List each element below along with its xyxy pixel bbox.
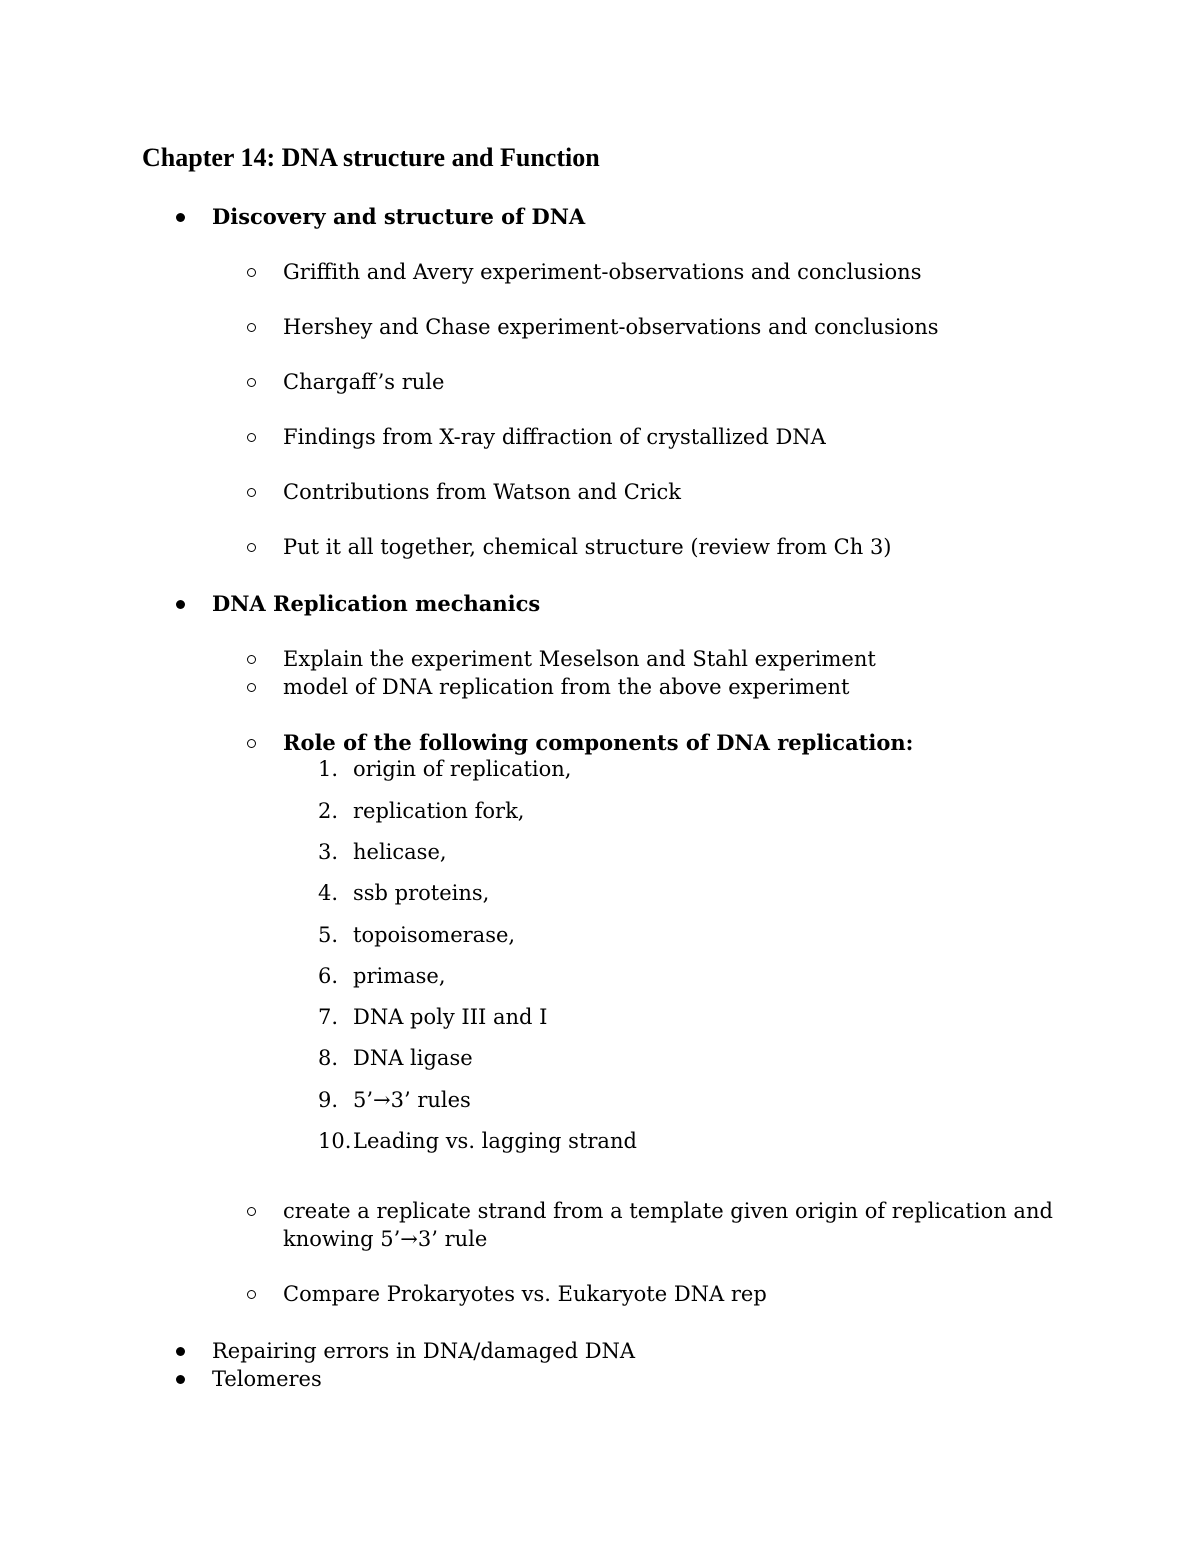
bullet-icon [176,213,185,222]
numbered-item-number: 8. [318,1046,339,1070]
section-heading-replication: DNA Replication mechanics [212,591,541,616]
list-item: Explain the experiment Meselson and Stahl experiment [283,647,876,671]
numbered-item: topoisomerase, [353,923,516,947]
list-item-components-heading: Role of the following components of DNA replication: [283,730,914,755]
bullet-icon [176,1347,185,1356]
numbered-item-number: 6. [318,964,339,988]
numbered-item: Leading vs. lagging strand [353,1129,637,1153]
list-item: Findings from X-ray diffraction of crystallized DNA [283,425,826,449]
circle-bullet-icon [247,543,256,552]
numbered-item: ssb proteins, [353,881,490,905]
bullet-icon [176,1375,185,1384]
numbered-item: DNA poly III and I [353,1005,548,1029]
circle-bullet-icon [247,739,256,748]
list-item: Put it all together, chemical structure (review from Ch 3) [283,535,892,559]
numbered-item: 5’→3’ rules [353,1088,471,1112]
circle-bullet-icon [247,1207,256,1216]
circle-bullet-icon [247,378,256,387]
list-item: Compare Prokaryotes vs. Eukaryote DNA rep [283,1282,767,1306]
list-item-continuation: knowing 5’→3’ rule [283,1227,488,1251]
bullet-icon [176,600,185,609]
numbered-item: helicase, [353,840,447,864]
circle-bullet-icon [247,323,256,332]
circle-bullet-icon [247,1290,256,1299]
numbered-item-number: 2. [318,799,339,823]
numbered-item: replication fork, [353,799,525,823]
circle-bullet-icon [247,488,256,497]
circle-bullet-icon [247,433,256,442]
numbered-item-number: 10. [318,1129,352,1153]
numbered-item: DNA ligase [353,1046,473,1070]
section-heading-repair: Repairing errors in DNA/damaged DNA [212,1339,636,1363]
numbered-item-number: 4. [318,881,339,905]
numbered-item-number: 1. [318,757,339,781]
section-heading-telomeres: Telomeres [212,1367,322,1391]
circle-bullet-icon [247,655,256,664]
list-item: Chargaff’s rule [283,370,445,394]
numbered-item: origin of replication, [353,757,572,781]
page-title: Chapter 14: DNA structure and Function [142,143,600,172]
numbered-item-number: 3. [318,840,339,864]
list-item: create a replicate strand from a template given origin of replication and [283,1199,1053,1223]
section-heading-discovery: Discovery and structure of DNA [212,204,586,229]
list-item: model of DNA replication from the above experiment [283,675,850,699]
list-item: Griffith and Avery experiment-observations and conclusions [283,260,922,284]
circle-bullet-icon [247,683,256,692]
numbered-item-number: 9. [318,1088,339,1112]
numbered-item: primase, [353,964,446,988]
numbered-item-number: 5. [318,923,339,947]
list-item: Hershey and Chase experiment-observations and conclusions [283,315,939,339]
list-item: Contributions from Watson and Crick [283,480,682,504]
circle-bullet-icon [247,268,256,277]
numbered-item-number: 7. [318,1005,339,1029]
